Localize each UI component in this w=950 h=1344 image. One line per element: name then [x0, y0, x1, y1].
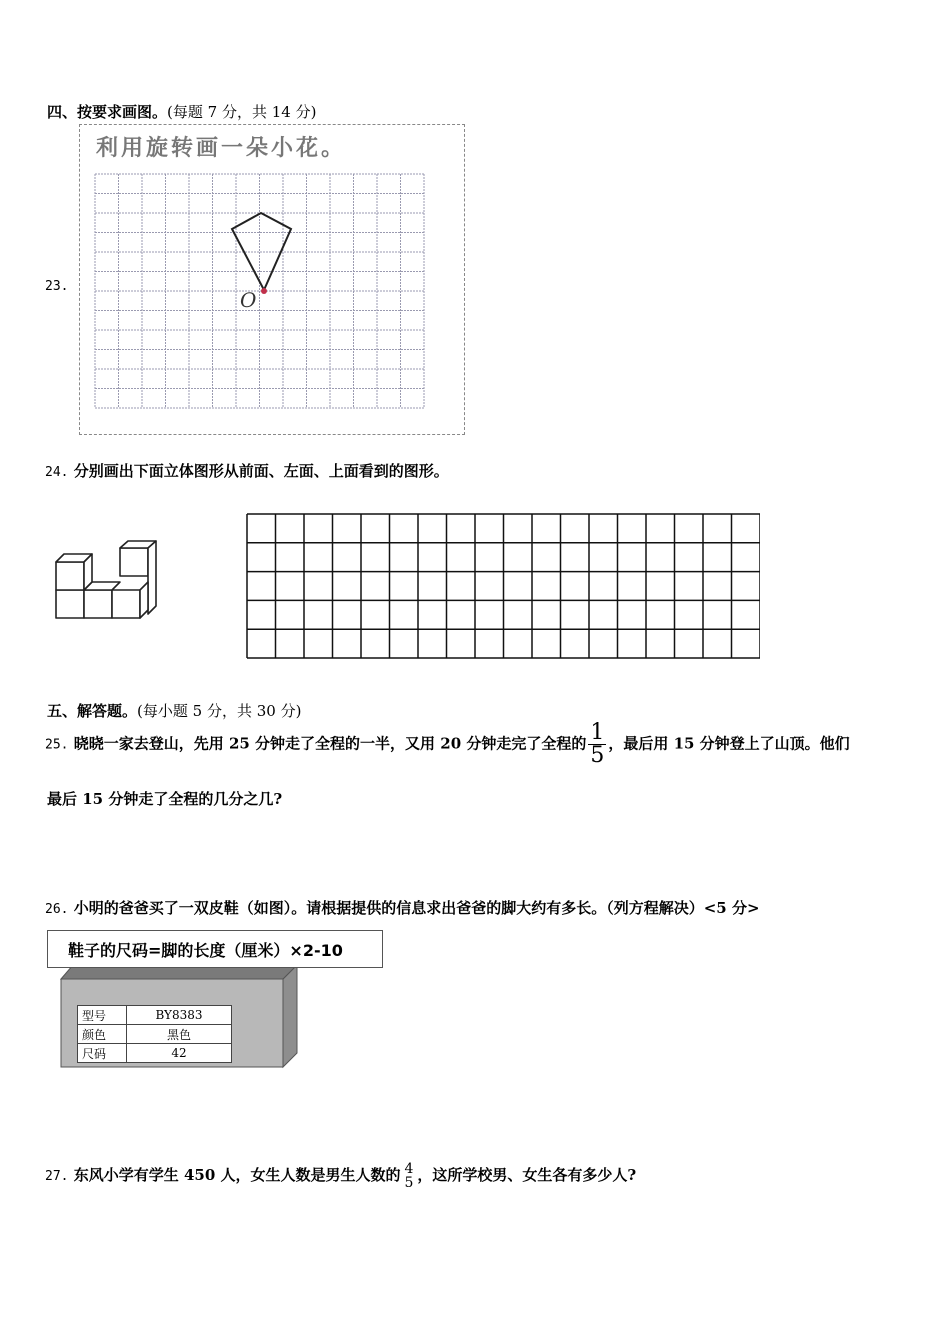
table-row: [78, 1044, 232, 1063]
question-24-text: 分别画出下面立体图形从前面、左面、上面看到的图形。: [73, 462, 449, 480]
question-25-text-before: 晓晓一家去登山，先用 25 分钟走了全程的一半，又用 20 分钟走完了全程的: [73, 734, 587, 753]
question-24-number: 24.: [45, 465, 69, 480]
question-23-number: 23.: [45, 279, 69, 294]
section-4-score-note: (每题 7 分，共 14 分): [167, 103, 317, 121]
question-27-text-before: 东风小学有学生 450 人，女生人数是男生人数的: [73, 1166, 401, 1184]
table-key: 尺码: [78, 1044, 127, 1063]
table-key: 型号: [78, 1006, 127, 1025]
question-27-fraction: [402, 1162, 415, 1190]
shoe-size-formula: 鞋子的尺码=脚的长度（厘米）×2-10: [47, 930, 383, 968]
table-row: [78, 1025, 232, 1044]
shoe-box-figure: [47, 930, 387, 1075]
question-25-line-2: 最后 15 分钟走了全程的几分之几?: [47, 790, 283, 808]
question-27-number: 27.: [45, 1169, 69, 1184]
section-4-title: 四、按要求画图。: [47, 103, 168, 121]
answer-square-grid[interactable]: [246, 513, 760, 659]
table-value: 42: [127, 1044, 232, 1063]
fraction-numerator: 4: [404, 1161, 414, 1177]
table-value: BY8383: [127, 1006, 232, 1025]
fraction-denominator: 5: [590, 743, 605, 768]
rotation-grid-figure: [79, 124, 465, 435]
rotation-figure-title: 利用旋转画一朵小花。: [96, 136, 347, 161]
section-5-title: 五、解答题。: [47, 702, 138, 720]
question-25-number: 25.: [45, 737, 69, 753]
rotation-grid-svg: [80, 125, 466, 436]
question-25-fraction: [588, 722, 606, 767]
fraction-numerator: 1: [590, 720, 605, 745]
table-key: 颜色: [78, 1025, 127, 1044]
table-value: 黑色: [127, 1025, 232, 1044]
question-26-line: [45, 897, 760, 918]
cube-stack-figure: [50, 538, 162, 622]
question-25-line-1: [45, 722, 850, 767]
section-5-heading: [47, 700, 301, 721]
shoe-info-table: [77, 1005, 232, 1063]
question-26-number: 26.: [45, 902, 69, 917]
fraction-denominator: 5: [404, 1175, 414, 1191]
question-26-text: 小明的爸爸买了一双皮鞋（如图）。请根据提供的信息求出爸爸的脚大约有多长。（列方程解决）<5 分>: [73, 899, 760, 917]
section-4-heading: [47, 101, 316, 122]
question-27-text-after: ，这所学校男、女生各有多少人?: [417, 1166, 637, 1184]
section-5-score-note: (每小题 5 分，共 30 分): [137, 702, 302, 720]
rotation-center-point: [261, 288, 267, 294]
question-24-line: [45, 460, 449, 481]
point-o-label: O: [240, 288, 257, 312]
question-27-line: [45, 1162, 636, 1190]
table-row: [78, 1006, 232, 1025]
question-25-text-after: ，最后用 15 分钟登上了山顶。他们: [608, 734, 850, 753]
dotted-grid: [95, 174, 424, 408]
